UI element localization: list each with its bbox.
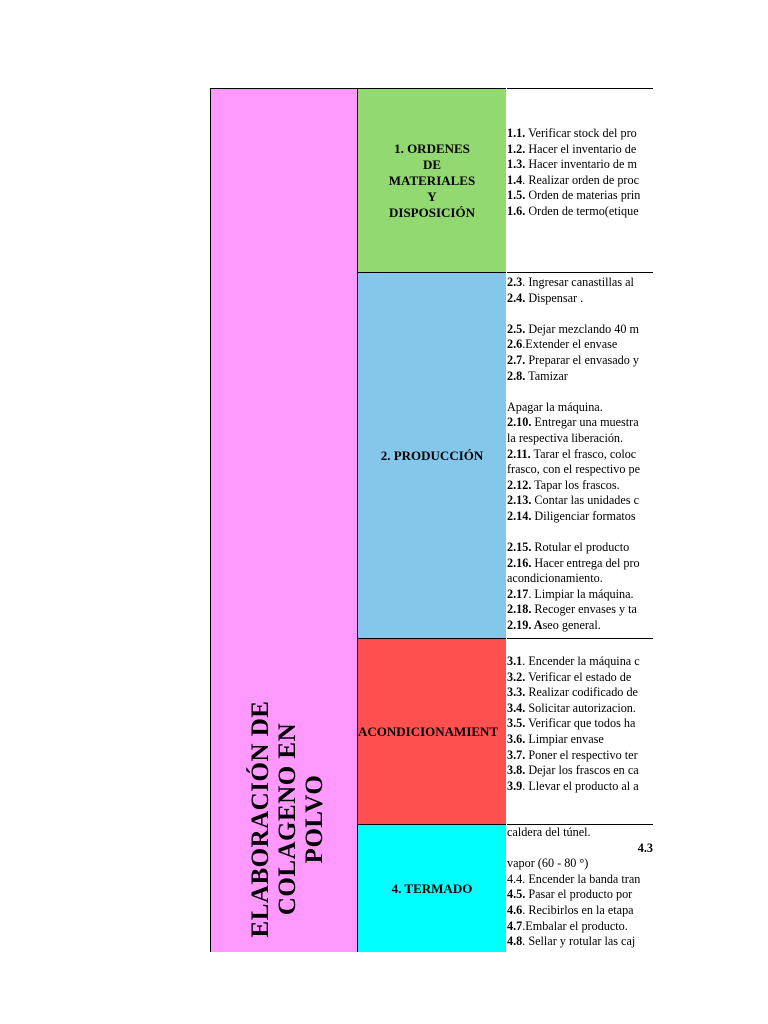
step-text: Tapar los frascos.: [531, 477, 620, 492]
phase-termado: [358, 824, 506, 952]
step-number: 3.4.: [507, 700, 526, 715]
step-text: 4.4. Encender la banda tran: [507, 871, 641, 886]
step-number: 4.8: [507, 934, 523, 949]
step-text: . Limpiar la máquina.: [528, 586, 634, 601]
step-number: 3.3.: [507, 685, 526, 700]
step-line: [507, 275, 653, 291]
steps-acondicionamiento: [507, 638, 653, 824]
step-number: 4.6: [507, 902, 523, 917]
blank-line: [507, 384, 653, 400]
step-number: 4.7: [507, 918, 523, 933]
step-line: [507, 291, 653, 307]
step-number: 2.18.: [507, 602, 532, 617]
blank-line: [507, 306, 653, 322]
step-line: [507, 919, 653, 935]
step-number: 2.13.: [507, 493, 532, 508]
step-text: Contar las unidades c: [531, 493, 640, 508]
step-text: Recoger envases y ta: [531, 602, 637, 617]
step-text: .Embalar el producto.: [522, 918, 628, 933]
step-line: [507, 322, 653, 338]
phase-ordenes: [358, 88, 506, 272]
step-line: [507, 716, 653, 732]
step-text: Limpiar envase: [525, 731, 604, 746]
step-text: Tamizar: [525, 368, 568, 383]
phase-label: 4. TERMADO: [391, 880, 473, 896]
step-line: [507, 478, 653, 494]
step-line: [507, 509, 653, 525]
step-number: 2.7.: [507, 352, 526, 367]
step-line: [507, 748, 653, 764]
step-number: 1.2.: [507, 141, 526, 156]
phase-label: ACONDICIONAMIENT: [358, 723, 499, 739]
step-line: [507, 188, 653, 204]
step-number: 1.1.: [507, 126, 526, 140]
step-text: Orden de termo(etique: [525, 203, 639, 218]
step-line: [507, 204, 653, 220]
step-number: 4.5.: [507, 887, 526, 902]
step-text: Hacer inventario de m: [525, 157, 637, 172]
step-line: [507, 173, 653, 189]
step-line: [507, 934, 653, 950]
step-number: 2.15.: [507, 540, 532, 555]
step-number: 3.8.: [507, 763, 526, 778]
step-line: [507, 462, 653, 478]
step-line: [507, 493, 653, 509]
phase-produccion: [358, 272, 506, 638]
step-number: 3.5.: [507, 716, 526, 731]
step-line: [507, 400, 653, 416]
step-number: 2.3: [507, 275, 523, 289]
step-number: 2.8.: [507, 368, 526, 383]
title-column: [210, 88, 357, 952]
step-number: 2.14.: [507, 508, 532, 523]
step-line: [507, 685, 653, 701]
step-text: frasco, con el respectivo pe: [507, 462, 640, 477]
step-line: [507, 556, 653, 572]
step-text: .Extender el envase: [522, 337, 618, 352]
phase-label: 1. ORDENES DE MATERIALES Y DISPOSICIÓN: [388, 140, 476, 220]
step-line: [507, 415, 653, 431]
step-text: vapor (60 - 80 °): [507, 856, 589, 871]
step-line: [507, 618, 653, 634]
step-line: [507, 540, 653, 556]
step-text: Poner el respectivo ter: [525, 747, 638, 762]
step-text: . Sellar y rotular las caj: [522, 934, 636, 949]
step-number: 2.4.: [507, 290, 526, 305]
step-text: . Recibirlos en la etapa: [522, 902, 634, 917]
step-text: Tarar el frasco, coloc: [530, 446, 637, 461]
step-number: 2.16.: [507, 555, 532, 570]
phase-acondicionamiento: [358, 638, 506, 824]
step-line: [507, 701, 653, 717]
step-text: Solicitar autorizacion.: [525, 700, 636, 715]
step-text: caldera del túnel.: [507, 825, 591, 839]
step-line: [507, 447, 653, 463]
step-line: [507, 571, 653, 587]
step-line: [507, 602, 653, 618]
step-text: Dejar mezclando 40 m: [525, 321, 639, 336]
step-number: 3.9: [507, 778, 523, 793]
process-title: ELABORACIÓN DE COLAGENO EN POLVO: [247, 700, 328, 938]
process-sheet: [210, 88, 653, 952]
step-line: [507, 887, 653, 903]
step-number: 2.6: [507, 337, 523, 352]
step-number: 3.1: [507, 654, 523, 668]
steps-produccion: [507, 272, 653, 638]
step-text: seo general.: [542, 618, 601, 633]
step-text: Entregar una muestra: [531, 415, 639, 430]
step-number: 2.5.: [507, 321, 526, 336]
step-text: Dispensar .: [525, 290, 584, 305]
step-text: Hacer entrega del pro: [531, 555, 640, 570]
step-number: 2.19. A: [507, 618, 543, 633]
step-text: acondicionamiento.: [507, 571, 603, 586]
step-text: Preparar el envasado y: [525, 352, 639, 367]
step-line: [507, 872, 653, 888]
step-number: 1.6.: [507, 203, 526, 218]
step-text: Dejar los frascos en ca: [525, 763, 639, 778]
step-text: Apagar la máquina.: [507, 399, 603, 414]
step-number: 1.5.: [507, 188, 526, 203]
phase-label: 2. PRODUCCIÓN: [380, 447, 484, 463]
step-line: [507, 157, 653, 173]
step-text: . Llevar el producto al a: [522, 778, 639, 793]
step-line: [507, 353, 653, 369]
step-number: 2.11.: [507, 446, 531, 461]
steps-ordenes: [507, 88, 653, 272]
step-text: Verificar stock del pro: [525, 126, 637, 140]
step-line: [507, 779, 653, 795]
step-line: [507, 369, 653, 385]
step-line: [507, 337, 653, 353]
step-text: la respectiva liberación.: [507, 430, 624, 445]
step-line: [507, 670, 653, 686]
step-line: [507, 903, 653, 919]
step-text: . Ingresar canastillas al: [522, 275, 634, 289]
step-line: [507, 732, 653, 748]
steps-termado: [507, 824, 653, 952]
step-line: [507, 126, 653, 142]
blank-line: [507, 525, 653, 541]
step-line: [507, 763, 653, 779]
step-number: 2.12.: [507, 477, 532, 492]
step-line: [507, 825, 653, 841]
step-text: Pasar el producto por: [525, 887, 633, 902]
step-line: [507, 431, 653, 447]
step-text: Verificar que todos ha: [525, 716, 636, 731]
step-text: . Realizar orden de proc: [522, 172, 639, 187]
step-number: 1.3.: [507, 157, 526, 172]
step-text: Rotular el producto: [531, 540, 630, 555]
step-number: 3.2.: [507, 669, 526, 684]
step-text: Hacer el inventario de: [525, 141, 637, 156]
step-number: 3.7.: [507, 747, 526, 762]
step-line: [507, 142, 653, 158]
step-number: 3.6.: [507, 731, 526, 746]
step-number: 1.4: [507, 172, 523, 187]
step-number: 2.10.: [507, 415, 532, 430]
step-number: 2.17: [507, 586, 529, 601]
step-line: [507, 654, 653, 670]
step-text: Realizar codificado de: [525, 685, 638, 700]
step-text: . Encender la máquina c: [522, 654, 640, 668]
step-text: Verificar el estado de: [525, 669, 632, 684]
step-line: [507, 856, 653, 872]
step-heading: 4.3: [637, 840, 653, 855]
step-text: Diligenciar formatos: [531, 508, 636, 523]
step-text: Orden de materias prin: [525, 188, 641, 203]
step-line: [507, 587, 653, 603]
